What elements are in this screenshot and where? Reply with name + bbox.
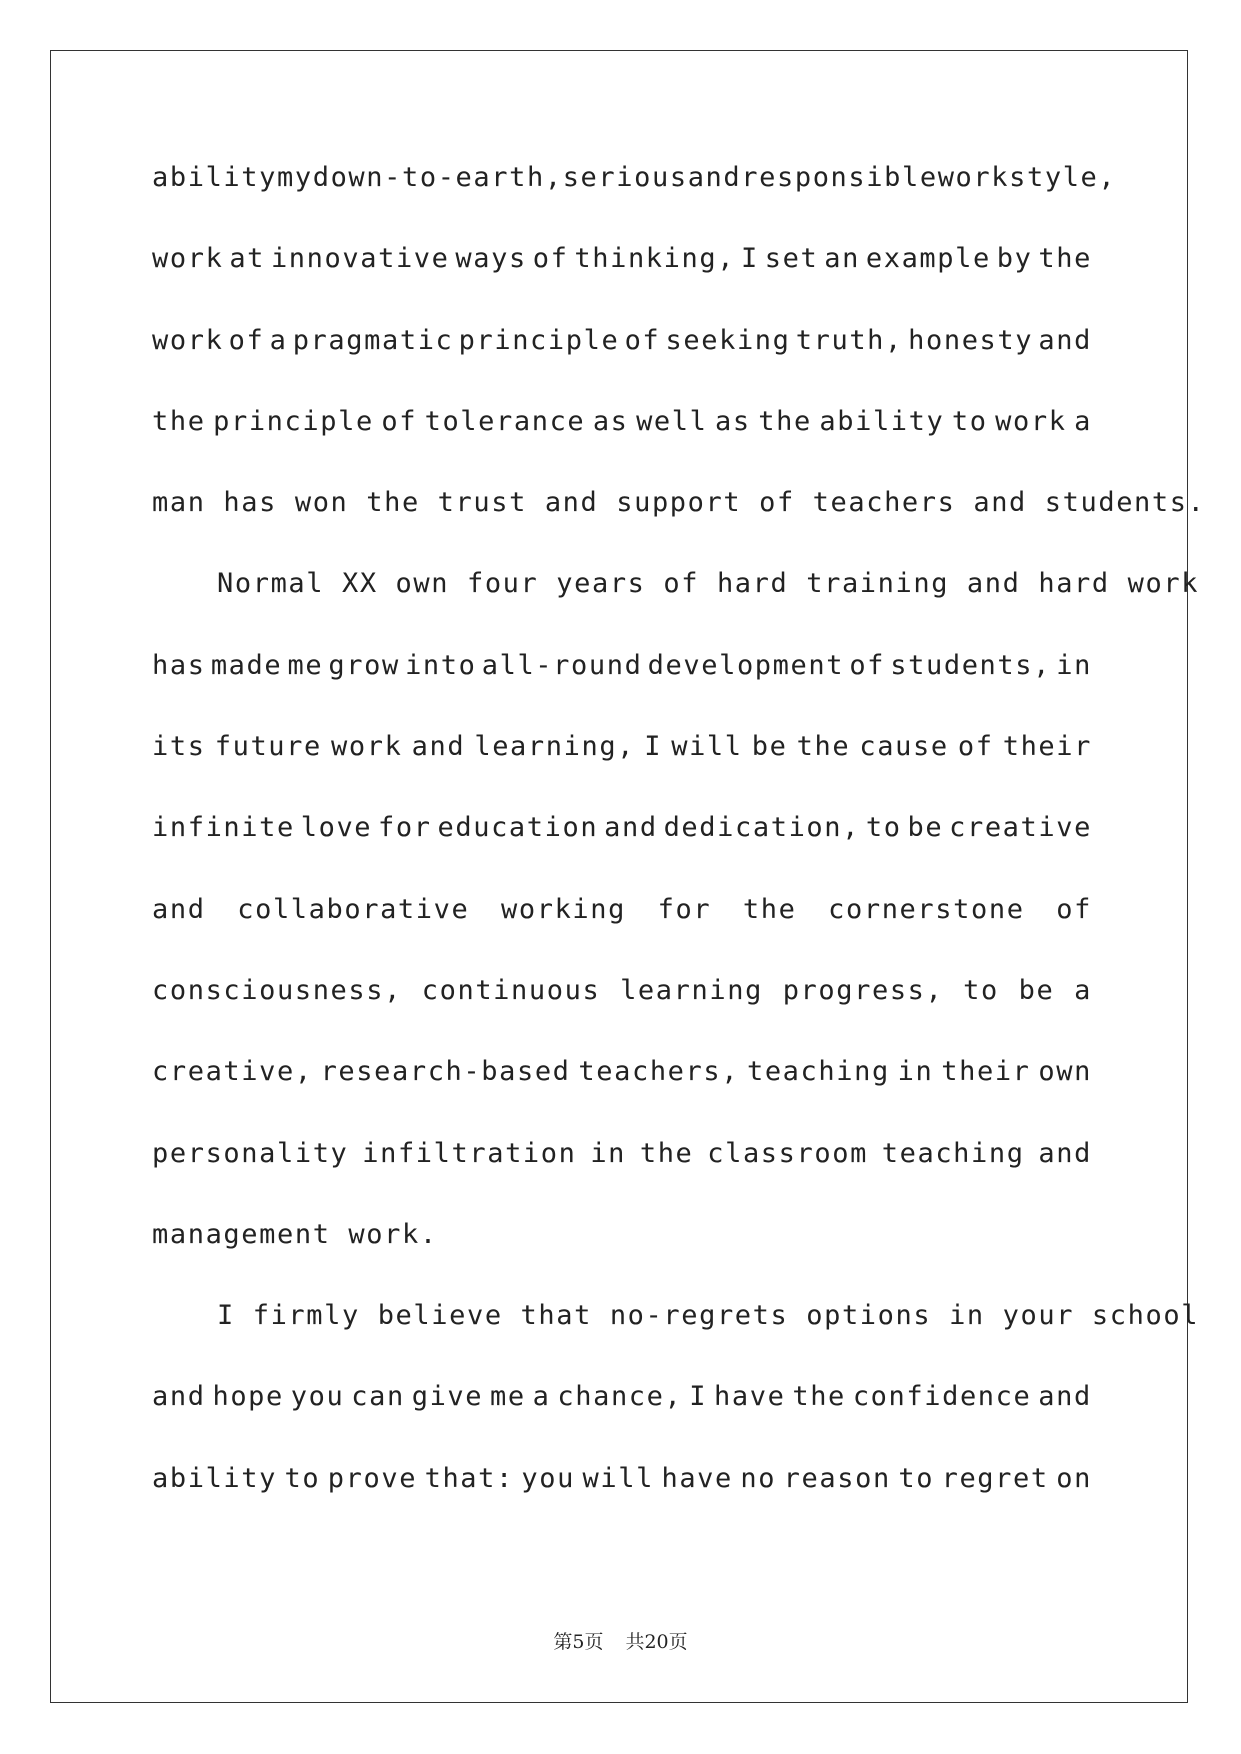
word: and [1038,1381,1092,1413]
word: work [995,405,1067,437]
word: thinking, [574,243,736,275]
word: me [490,1381,526,1413]
word: down-to-earth, [312,162,563,193]
word: honesty [908,324,1034,356]
word: of [228,324,265,356]
word: progress, [782,974,944,1006]
word: I [689,1381,708,1413]
word: will [582,1462,654,1494]
word: collaborative [237,893,470,925]
text-line [152,973,1092,1054]
word: and [687,162,742,193]
word: pragmatic [292,324,454,356]
word: love [300,812,373,844]
word: in [1056,649,1092,681]
word: a [1074,974,1092,1006]
word: responsible [741,162,938,193]
word: development [647,649,845,681]
word: you [521,1462,575,1494]
word: infinite [152,812,295,844]
word: you [290,1381,345,1413]
word: and [1038,324,1092,356]
word: confidence [852,1381,1032,1413]
text-line [152,729,1092,810]
word: education [437,812,599,844]
word: innovative [270,243,450,275]
word: teachers, [578,1056,740,1088]
text-line [152,160,1117,241]
word: work [152,243,224,275]
word: principle [213,405,374,437]
word: cornerstone [828,893,1025,925]
word: personality [152,1137,349,1169]
word: the [152,405,206,437]
text-line [152,1379,1092,1460]
word: the [792,1381,846,1413]
word: work [152,324,224,356]
word: prove [327,1462,418,1494]
word: of [381,405,418,437]
word: infiltration [362,1137,577,1169]
page-number: 第5页 [553,1631,604,1653]
word: creative [949,812,1092,844]
word: hope [212,1381,284,1413]
word: research-based [320,1056,571,1088]
word: me [287,649,324,681]
word: learning [620,974,763,1006]
page-footer [0,1627,1241,1654]
word: into [405,649,477,681]
text-line [152,241,1092,322]
word: dedication, [663,812,860,844]
word: continuous [421,974,601,1006]
word: principle [458,324,620,356]
word: a [532,1381,551,1413]
text-line [152,1054,1092,1135]
word: learning, [474,731,636,763]
word: of [532,243,569,275]
word: and [604,812,658,844]
word: all-round [481,649,643,681]
word: can [351,1381,405,1413]
word: their [1002,731,1092,763]
text-line: management work. [152,1218,438,1250]
word: as [715,405,751,437]
word: that: [424,1462,514,1494]
word: set [764,243,819,275]
text-line [152,323,1092,404]
word: by [996,243,1033,275]
text-line [152,892,1092,973]
word: be [751,731,788,763]
word: teaching [746,1056,890,1088]
word: to [284,1462,321,1494]
word: as [592,405,629,437]
text-line: I firmly believe that no-regrets options in your school [217,1300,1200,1332]
word: be [907,812,944,844]
word: cause [859,731,949,763]
text-line [152,404,1092,485]
text-line [152,648,1092,729]
document-body [152,160,1206,1542]
word: ability [819,405,945,437]
word: I [740,243,759,275]
word: ability [152,1462,277,1494]
word: seeking [665,324,791,356]
word: example [865,243,991,275]
word: of [849,649,886,681]
word: the [796,731,851,763]
word: of [957,731,994,763]
text-line [152,1461,1092,1542]
word: the [639,1137,694,1169]
word: students, [890,649,1051,681]
word: has [152,649,206,681]
word: at [229,243,266,275]
word: its [152,731,206,763]
word: of [1056,893,1092,925]
word: have [661,1462,733,1494]
word: in [590,1137,627,1169]
word: well [636,405,708,437]
text-line [152,810,1092,891]
word: teaching [881,1137,1025,1169]
word: my [277,162,313,193]
word: and [152,1381,206,1413]
word: working [501,893,627,925]
word: grow [328,649,400,681]
word: work [331,731,403,763]
word: for [378,812,432,844]
word: to [898,1462,935,1494]
word: their [941,1056,1031,1088]
word: made [210,649,283,681]
word: and [1038,1137,1092,1169]
word: tolerance [424,405,586,437]
word: the [758,405,812,437]
word: own [1038,1056,1092,1088]
word: future [214,731,322,763]
word: an [824,243,860,275]
word: and [152,893,206,925]
word: creative, [152,1056,313,1088]
word: will [671,731,743,763]
word: and [411,731,466,763]
word: in [897,1056,934,1088]
text-line: Normal XX own four years of hard training and hard work [217,568,1200,600]
text-line [152,1136,1092,1217]
word: ways [455,243,527,275]
word: regret [941,1462,1049,1494]
word: the [742,893,797,925]
word: work [937,162,1010,193]
text-line: man has won the trust and support of teachers and students. [152,487,1206,519]
word: truth, [795,324,903,356]
word: to [951,405,988,437]
word: chance, [557,1381,683,1413]
word: to [865,812,902,844]
word: a [1074,405,1092,437]
word: of [624,324,661,356]
word: have [714,1381,786,1413]
word: consciousness, [152,974,402,1006]
word: the [1038,243,1092,275]
word: ability [152,162,277,193]
word: classroom [707,1137,868,1169]
word: give [411,1381,484,1413]
word: for [657,893,712,925]
word: style, [1009,162,1117,193]
word: on [1056,1462,1092,1494]
page-total: 共20页 [625,1631,688,1653]
word: serious [562,162,688,193]
word: reason [783,1462,891,1494]
word: no [740,1462,777,1494]
word: to [963,974,999,1006]
word: be [1018,974,1055,1006]
word: I [644,731,663,763]
word: a [269,324,288,356]
